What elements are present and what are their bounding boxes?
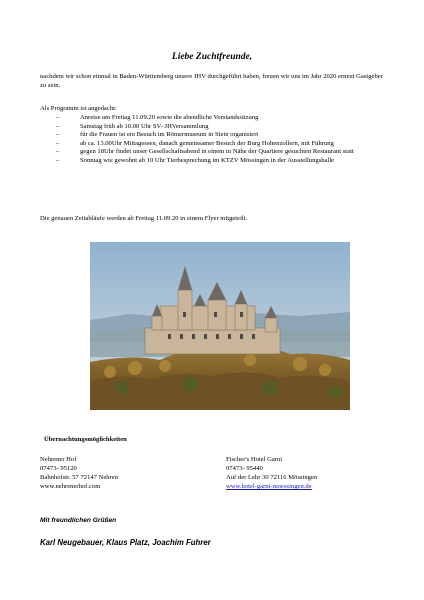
program-item: – Sonntag wie gewohnt ab 10 Uhr Tierbesprechung im KTZV Mössingen in der Ausstellungshalle bbox=[56, 156, 335, 164]
program-list bbox=[40, 114, 370, 166]
closing-greeting: Mit freundlichen Grüßen bbox=[40, 517, 117, 524]
hotel-phone: 07473- 95440 bbox=[226, 465, 263, 472]
dash-bullet-icon: – bbox=[56, 139, 60, 147]
intro-paragraph: nachdem wir schon einmal in Baden-Württemberg unsere JHV durchgeführt haben, freuen wir uns im Jahr 2020 erneut Gastgeber zu sein. bbox=[40, 73, 383, 89]
hotel-name: Nehrener Hof bbox=[40, 456, 77, 463]
letter-title: Liebe Zuchtfreunde, bbox=[171, 52, 253, 62]
hotel-name: Fischer's Hotel Garni bbox=[226, 456, 283, 463]
hotel-fischers-garni bbox=[226, 455, 376, 491]
dash-bullet-icon: – bbox=[56, 114, 60, 121]
program-item: – ab ca. 13.00Uhr Mittagessen, danach gemeinsamer Besuch der Burg Hohenzollern, mit Führung bbox=[56, 139, 334, 147]
hotel-nehrener-hof bbox=[40, 455, 190, 491]
program-item: – Anreise am Freitag 11.09.20 sowie die abendliche Vorstandssitzung bbox=[56, 114, 259, 121]
dash-bullet-icon: – bbox=[56, 156, 60, 164]
program-item: – gegen 18Uhr findet unser Gesellschaftsabend in einem in Nähe der Quartiere gesuchten Restaurant statt bbox=[56, 148, 354, 156]
hotel-web: www.nehrenerhof.com bbox=[40, 483, 101, 490]
hotel-web-link[interactable]: www.hotel-garni-moessingen.de bbox=[226, 483, 312, 490]
dash-bullet-icon: – bbox=[56, 148, 60, 156]
hotel-phone: 07473- 95120 bbox=[40, 465, 77, 472]
timeline-note: Die genauen Zeitabläufe werden ab Freitag 11.09.20 in einem Flyer mitgeteilt. bbox=[40, 215, 248, 222]
accommodation-heading: Übernachtungsmöglichkeiten bbox=[44, 436, 127, 443]
program-item: – Samstag früh ab 10.00 Uhr SV- JHVersammlung bbox=[56, 122, 209, 130]
castle-photo bbox=[90, 242, 350, 410]
dash-bullet-icon: – bbox=[56, 131, 60, 139]
program-item: – für die Frauen ist ein Besuch im Römermuseum in Stein organisiert bbox=[56, 131, 259, 139]
signature-names: Karl Neugebauer, Klaus Platz, Joachim Fuhrer bbox=[40, 538, 211, 547]
hotel-address: Auf der Lehr 30 72116 Mössingen bbox=[226, 474, 318, 481]
dash-bullet-icon: – bbox=[56, 122, 60, 130]
hotel-address: Bahnhofstr. 57 72147 Nehren bbox=[40, 474, 119, 481]
program-heading: Als Programm ist angedacht: bbox=[40, 105, 117, 112]
